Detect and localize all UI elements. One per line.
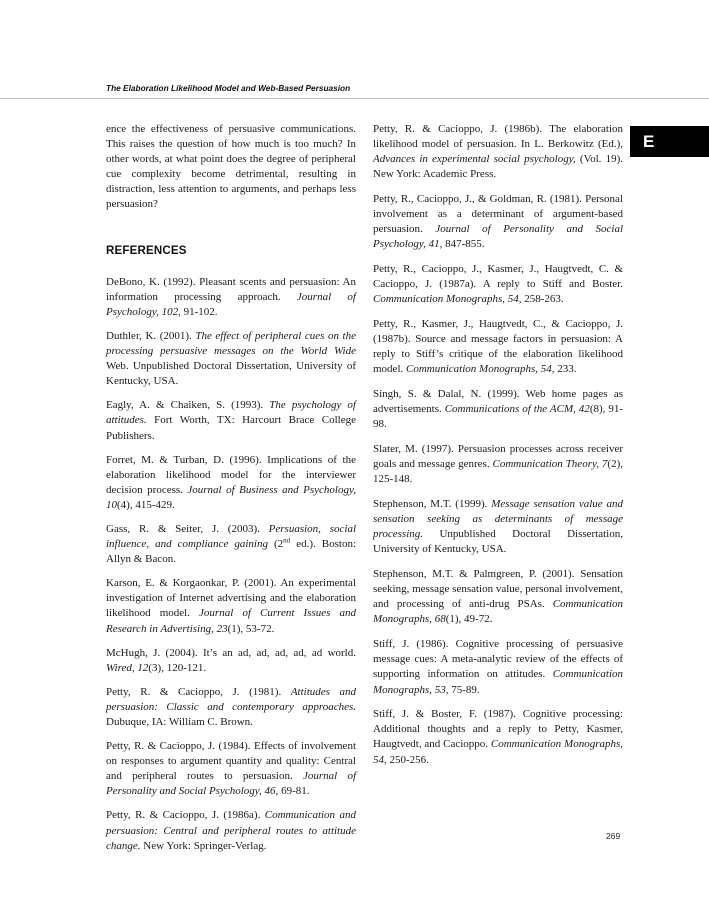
- running-head: The Elaboration Likelihood Model and Web-Based Persuasion: [106, 83, 351, 93]
- section-tab-letter: E: [643, 131, 655, 151]
- header-rule: [0, 98, 709, 99]
- reference-entry: [373, 262, 623, 307]
- reference-entry: [106, 808, 356, 853]
- reference-pre: Forret, M. & Turban, D. (1996). Implications of the elaboration likelihood model for the interviewer decision process.: [106, 453, 356, 496]
- reference-it: The psychology of attitudes.: [106, 399, 356, 427]
- reference-entry: [106, 398, 356, 443]
- reference-it: Journal of Current Issues and Research in Advertising, 23: [106, 607, 357, 635]
- reference-entry: [373, 497, 623, 557]
- reference-it: Persuasion, social influence, and compliance gaining: [106, 522, 356, 551]
- reference-pre: Karson, E. & Korgaonkar, P. (2001). An experimental investigation of Internet advertising and the elaboration likelihood model.: [106, 577, 356, 620]
- reference-post: 75-89.: [448, 683, 480, 696]
- reference-entry: [106, 522, 356, 567]
- left-column: [106, 122, 356, 863]
- reference-pre: Petty, R. & Cacioppo, J. (1981).: [106, 685, 291, 698]
- reference-entry: [373, 192, 623, 252]
- reference-entry: [373, 637, 623, 697]
- page-number: 269: [606, 831, 621, 841]
- reference-post: (3), 120-121.: [148, 661, 207, 674]
- references-list-right: [373, 122, 623, 768]
- reference-pre: Petty, R. & Cacioppo, J. (1984). Effects of involvement on responses to argument quantity and quality: Central and peripheral routes to persuasion.: [106, 740, 356, 783]
- references-heading: REFERENCES: [106, 244, 187, 257]
- reference-pre: Petty, R. & Cacioppo, J. (1986b). The elaboration likelihood model of persuasion. In L. Berkowitz (Ed.),: [373, 123, 623, 151]
- intro-paragraph: ence the effectiveness of persuasive communications. This raises the question of how much is too much? In other words, at what point does the degree of peripheral cue complexity become detrimental, resulting in distraction, less attention to arguments, and perhaps less persuasion?: [106, 123, 356, 211]
- reference-post: (4), 415-429.: [117, 498, 175, 511]
- reference-entry: [106, 576, 356, 636]
- reference-post: New York: Springer-Verlag.: [140, 839, 267, 852]
- section-tab: [630, 126, 709, 157]
- reference-it: Wired, 12: [106, 661, 149, 674]
- reference-entry: [373, 442, 623, 487]
- reference-post: (8), 91-98.: [373, 403, 623, 431]
- reference-pre: Eagly, A. & Chaiken, S. (1993).: [106, 399, 270, 412]
- reference-entry: [106, 739, 356, 799]
- reference-it: The effect of peripheral cues on the processing persuasive messages on the World Wide: [106, 329, 356, 358]
- reference-sup: nd: [283, 536, 291, 545]
- reference-it: Journal of Personality and Social Psychology, 41,: [373, 223, 624, 251]
- reference-entry: [106, 685, 356, 730]
- reference-post: 250-256.: [386, 753, 429, 766]
- reference-post: 847-855.: [442, 238, 485, 251]
- reference-it: Communication Monographs, 54,: [406, 363, 555, 376]
- reference-entry: [106, 646, 356, 676]
- reference-entry: [373, 122, 623, 182]
- reference-it: Journal of Business and Psychology, 10: [106, 483, 356, 511]
- reference-pre: Singh, S. & Dalal, N. (1999). Web home pages as advertisements.: [373, 388, 623, 416]
- reference-it: Communication Monographs, 54,: [373, 293, 522, 306]
- reference-it: Communication Monographs, 53,: [373, 668, 623, 696]
- reference-it: Journal of Personality and Social Psychology, 46,: [106, 770, 356, 798]
- reference-it: Advances in experimental social psychology,: [373, 153, 576, 166]
- reference-pre: McHugh, J. (2004). It’s an ad, ad, ad, ad, ad world.: [106, 646, 356, 659]
- reference-pre: Stephenson, M.T. (1999).: [373, 498, 492, 511]
- reference-entry: [106, 275, 356, 320]
- reference-post: Dubuque, IA: William C. Brown.: [106, 716, 253, 728]
- reference-post: (2: [267, 538, 284, 551]
- reference-it: Communication Theory, 7: [492, 458, 608, 471]
- reference-post: 233.: [554, 363, 577, 376]
- reference-post: (1), 49-72.: [445, 613, 493, 626]
- reference-it: Communication and persuasion: Central and peripheral routes to attitude change.: [106, 809, 356, 852]
- reference-post2: ed.). Boston: Allyn & Bacon.: [106, 538, 356, 566]
- reference-entry: [373, 567, 623, 627]
- reference-pre: Stiff, J. & Boster, F. (1987). Cognitive processing: Additional thoughts and a reply to Petty, Kasmer, Haugtvedt, and Cacioppo.: [373, 708, 623, 751]
- reference-post: Fort Worth, TX: Harcourt Brace College Publishers.: [106, 414, 356, 442]
- reference-it: Communications of the ACM, 42: [444, 403, 590, 416]
- reference-pre: Stephenson, M.T. & Palmgreen, P. (2001). Sensation seeking, message sensation value, personal involvement, and processing of anti-drug PSAs.: [373, 568, 623, 611]
- reference-pre: Slater, M. (1997). Persuasion processes across receiver goals and message genres.: [373, 443, 623, 471]
- reference-pre: Stiff, J. (1986). Cognitive processing of persuasive message cues: A meta-analytic review of the effects of supporting information on attitudes.: [373, 638, 623, 681]
- reference-pre: Petty, R., Kasmer, J., Haugtvedt, C., & Cacioppo, J. (1987b). Source and message factors in persuasion: A reply to Stiff’s critique of the elaboration likelihood model.: [373, 318, 623, 376]
- reference-entry: [373, 317, 623, 377]
- reference-it: Attitudes and persuasion: Classic and contemporary approaches.: [106, 685, 357, 713]
- reference-entry: [106, 453, 356, 513]
- reference-pre: DeBono, K. (1992). Pleasant scents and persuasion: An information processing approach.: [106, 275, 356, 303]
- reference-it: Journal of Psychology, 102,: [106, 290, 356, 318]
- reference-it: Message sensation value and sensation seeking as determinants of message processing.: [373, 498, 623, 541]
- reference-pre: Petty, R., Cacioppo, J., Kasmer, J., Haugtvedt, C. & Cacioppo, J. (1987a). A reply to Stiff and Boster.: [373, 263, 623, 291]
- reference-entry: [373, 387, 623, 432]
- reference-entry: [373, 707, 623, 767]
- reference-it: Communication Monographs, 54,: [373, 738, 623, 766]
- right-column: [373, 122, 623, 777]
- reference-post: (2), 125-148.: [373, 458, 623, 486]
- reference-pre: Petty, R. & Cacioppo, J. (1986a).: [106, 809, 265, 822]
- reference-post: 69-81.: [278, 785, 310, 798]
- reference-post: (Vol. 19). New York: Academic Press.: [373, 153, 623, 181]
- reference-it: Communication Monographs, 68: [373, 598, 623, 626]
- references-list-left: [106, 275, 356, 854]
- reference-post: (1), 53-72.: [227, 622, 275, 635]
- reference-post: 91-102.: [180, 305, 218, 318]
- reference-pre: Duthler, K. (2001).: [106, 329, 196, 342]
- reference-post: 258-263.: [521, 293, 564, 306]
- reference-pre: Petty, R., Cacioppo, J., & Goldman, R. (1981). Personal involvement as a determinant of argument-based persuasion.: [373, 193, 623, 236]
- reference-post: Unpublished Doctoral Dissertation, University of Kentucky, USA.: [373, 528, 623, 556]
- reference-entry: [106, 329, 356, 389]
- reference-pre: Gass, R. & Seiter, J. (2003).: [106, 522, 269, 535]
- reference-post: Web. Unpublished Doctoral Dissertation, University of Kentucky, USA.: [106, 360, 356, 388]
